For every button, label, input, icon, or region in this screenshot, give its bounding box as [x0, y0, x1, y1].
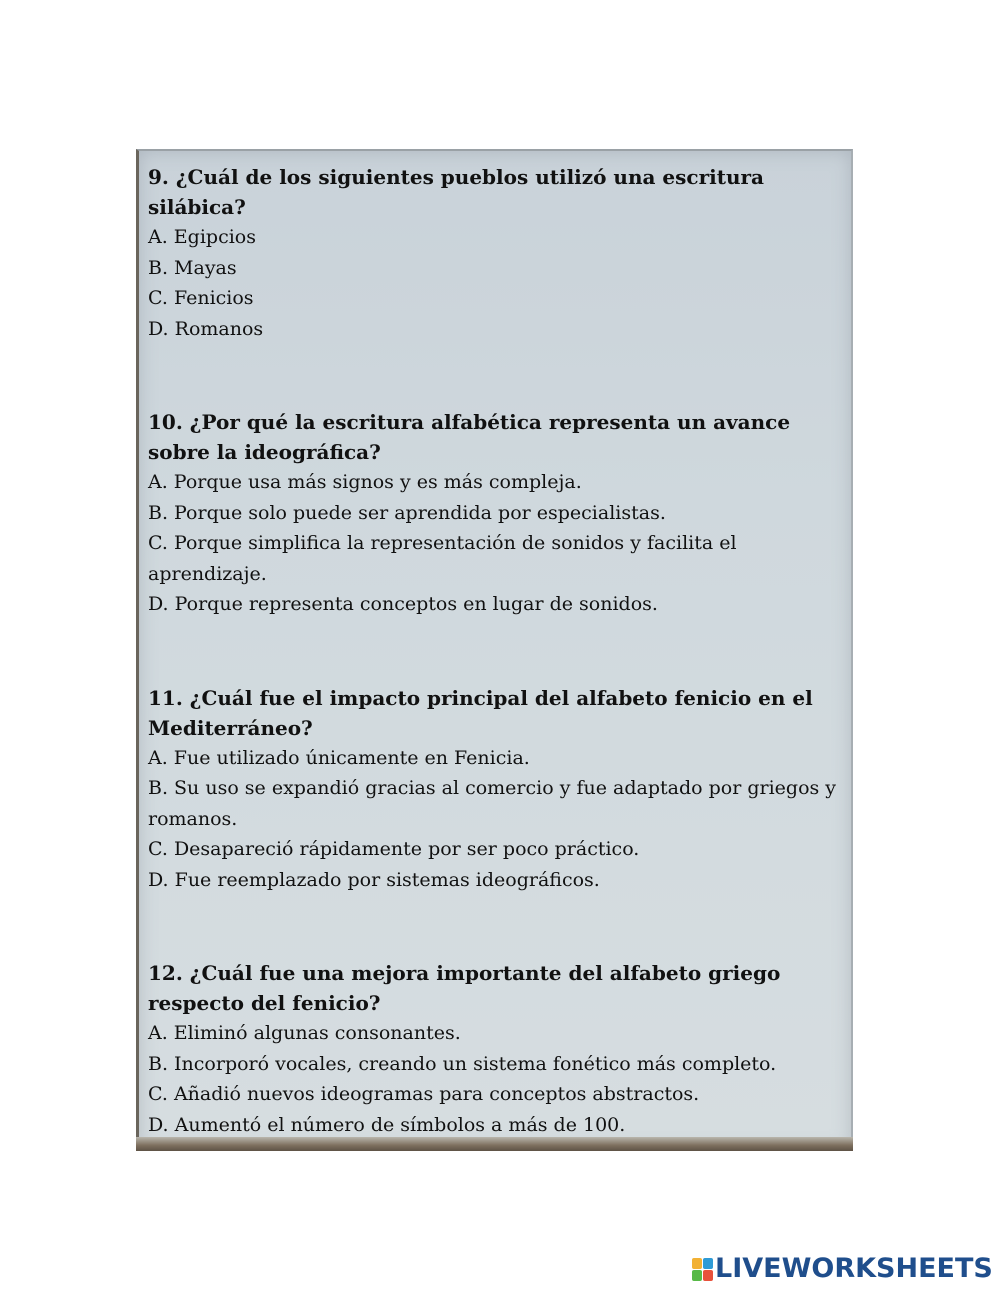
answer-option[interactable]: D. Aumentó el número de símbolos a más de 100.	[148, 1113, 626, 1136]
answer-option[interactable]: A. Eliminó algunas consonantes.	[148, 1022, 461, 1044]
answer-option[interactable]: C. Añadió nuevos ideogramas para conceptos abstractos.	[148, 1083, 700, 1105]
answer-option[interactable]: C. Porque simplifica la representación de sonidos y facilita el aprendizaje.	[148, 532, 737, 585]
logo-square-icon	[703, 1258, 713, 1269]
answer-option[interactable]: A. Fue utilizado únicamente en Fenicia.	[148, 746, 530, 769]
question-title: 10. ¿Por qué la escritura alfabética representa un avance sobre la ideográfica?	[148, 410, 791, 464]
answer-option[interactable]: D. Romanos	[148, 317, 264, 340]
liveworksheets-mark-icon	[692, 1258, 712, 1280]
question-title: 11. ¿Cuál fue el impacto principal del alfabeto fenicio en el Mediterráneo?	[148, 685, 813, 740]
questions-container	[148, 162, 838, 1140]
logo-square-icon	[703, 1270, 713, 1281]
answer-option[interactable]: D. Porque representa conceptos en lugar de sonidos.	[148, 593, 658, 615]
answer-option[interactable]: B. Porque solo puede ser aprendida por especialistas.	[148, 501, 666, 524]
question-title: 9. ¿Cuál de los siguientes pueblos utilizó una escritura silábica?	[148, 165, 765, 219]
brand-name: LIVEWORKSHEETS	[715, 1253, 993, 1284]
answer-option[interactable]: B. Su uso se expandió gracias al comercio y fue adaptado por griegos y romanos.	[148, 777, 837, 830]
answer-option[interactable]: B. Incorporó vocales, creando un sistema fonético más completo.	[148, 1052, 777, 1075]
spacer	[148, 895, 838, 958]
answer-option[interactable]: A. Egipcios	[148, 226, 256, 248]
spacer	[148, 344, 838, 407]
question-10	[148, 407, 838, 620]
answer-option[interactable]: B. Mayas	[148, 256, 237, 279]
answer-option[interactable]: D. Fue reemplazado por sistemas ideográficos.	[148, 868, 600, 891]
answer-option[interactable]: A. Porque usa más signos y es más compleja.	[148, 471, 582, 493]
answer-option[interactable]: C. Fenicios	[148, 287, 254, 309]
liveworksheets-logo	[692, 1255, 993, 1283]
spacer	[148, 620, 838, 683]
question-11	[148, 683, 838, 896]
logo-square-icon	[692, 1270, 702, 1281]
question-12	[148, 958, 838, 1140]
answer-option[interactable]: C. Desapareció rápidamente por ser poco práctico.	[148, 838, 640, 860]
question-9	[148, 162, 838, 344]
logo-square-icon	[692, 1258, 702, 1269]
question-title: 12. ¿Cuál fue una mejora importante del alfabeto griego respecto del fenicio?	[148, 961, 781, 1015]
